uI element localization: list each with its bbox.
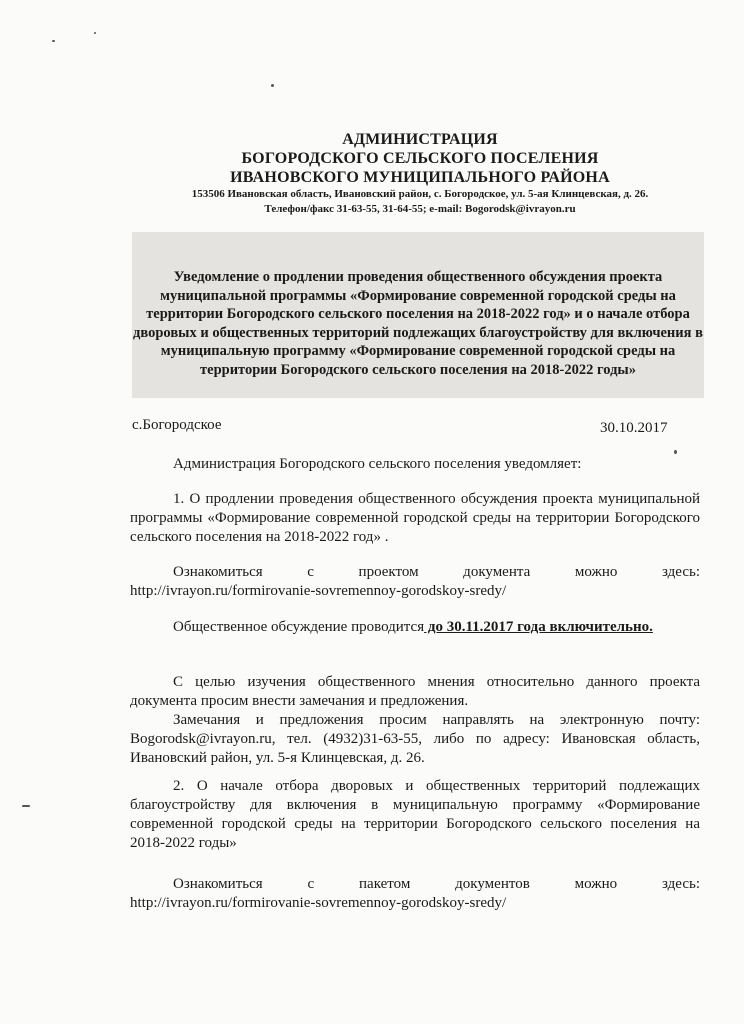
purpose-paragraph: С целью изучения общественного мнения относительно данного проекта документа просим внести замечания и предложения. (130, 674, 700, 709)
org-title: АДМИНИСТРАЦИЯ (342, 131, 498, 148)
discussion-deadline: до 30.11.2017 года включительно. (424, 619, 653, 635)
review1-link[interactable]: http://ivrayon.ru/formirovanie-sovremennoy-gorodskoy-sredy/ (130, 583, 507, 599)
review2-link[interactable]: http://ivrayon.ru/formirovanie-sovremennoy-gorodskoy-sredy/ (130, 895, 507, 911)
review1-text: Ознакомиться с проектом документа можно здесь: (173, 564, 700, 580)
scan-speck (52, 40, 55, 42)
review2-text: Ознакомиться с пакетом документов можно здесь: (173, 876, 700, 892)
letterhead (120, 130, 720, 217)
date: 30.10.2017 (600, 420, 668, 436)
scan-speck (22, 805, 30, 807)
org-district: ИВАНОВСКОГО МУНИЦИПАЛЬНОГО РАЙОНА (230, 169, 610, 186)
scan-speck (271, 84, 274, 87)
intro-paragraph: Администрация Богородского сельского поселения уведомляет: (173, 456, 582, 472)
discussion-paragraph (130, 618, 700, 637)
scan-speck (94, 32, 96, 34)
place: с.Богородское (132, 417, 222, 433)
discussion-prefix: Общественное обсуждение проводится (173, 619, 425, 635)
org-address: 153506 Ивановская область, Ивановский район, с. Богородское, ул. 5-ая Клинцевская, д. 26. (191, 188, 649, 200)
org-subtitle: БОГОРОДСКОГО СЕЛЬСКОГО ПОСЕЛЕНИЯ (241, 150, 599, 167)
scan-speck (674, 450, 677, 454)
org-contacts: Телефон/факс 31-63-55, 31-64-55; e-mail: Bogorodsk@ivrayon.ru (264, 203, 576, 215)
send-paragraph: Замечания и предложения просим направлять на электронную почту: Bogorodsk@ivrayon.ru, тел. (4932)31-63-55, либо по адресу: Ивановская область, Ивановский район, ул. 5-я Клинцевская, д. 26. (130, 712, 700, 766)
item1-paragraph: 1. О продлении проведения общественного обсуждения проекта муниципальной программы «Формирование современной городской среды на территории Богородского сельского поселения на 2018-2022 год» . (130, 491, 700, 545)
item2-paragraph: 2. О начале отбора дворовых и общественных территорий подлежащих благоустройству для включения в муниципальную программу «Формирование современной городской среды на территории Богородского сельского поселения на 2018-2022 годы» (130, 778, 700, 851)
notice-title: Уведомление о продлении проведения общественного обсуждения проекта муниципальной программы «Формирование современной городской среды на территории Богородского сельского поселения на 2018-2022 год» и о начале отбора дворовых и общественных территорий подлежащих благоустройству для включения в муниципальную программу «Формирование современной городской среды на территории Богородского сельского поселения на 2018-2022 годы» (133, 269, 703, 378)
